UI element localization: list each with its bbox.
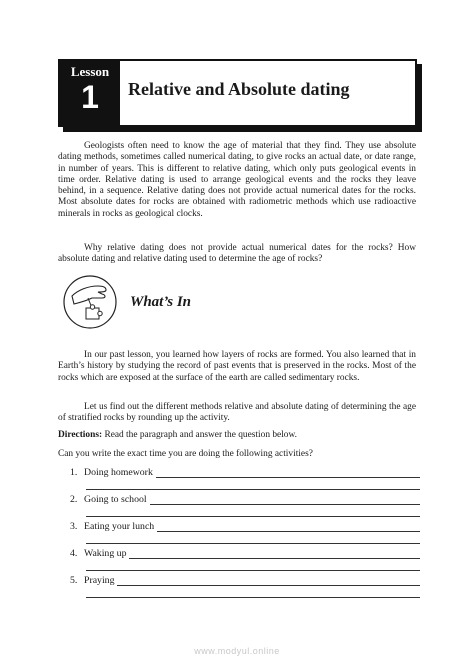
section-title-whats-in: What’s In: [130, 294, 191, 310]
answer-line[interactable]: [86, 532, 420, 544]
whats-in-paragraph: In our past lesson, you learned how layers of rocks are formed. You also learned that in Earth’s history by studying the record of past events that is preserved in the rocks. Most of the rocks which are exposed at the surface of the earth are called sedimentary rocks.: [58, 350, 416, 383]
activity-item: [70, 520, 420, 547]
activity-item: [70, 493, 420, 520]
directions: [58, 430, 416, 441]
activity-item: [70, 547, 420, 574]
activity-label: Eating your lunch: [84, 521, 155, 532]
activity-label: Waking up: [84, 548, 127, 559]
activity-label: Praying: [84, 575, 115, 586]
intro-questions: Why relative dating does not provide actual numerical dates for the rocks? How absolute dating and relative dating used to determine the age of rocks?: [58, 243, 416, 265]
activity-label: Going to school: [84, 494, 147, 505]
activity-label: Doing homework: [84, 467, 153, 478]
activity-item: [70, 466, 420, 493]
watermark: www.modyul.online: [194, 646, 280, 656]
lesson-number: 1: [81, 79, 99, 115]
activity-number: 5.: [70, 575, 78, 586]
answer-line[interactable]: [86, 559, 420, 571]
answer-line[interactable]: [150, 495, 420, 505]
answer-line[interactable]: [86, 505, 420, 517]
lesson-banner: [58, 59, 417, 127]
hand-puzzle-piece-icon: [62, 274, 118, 330]
activity-intro: Let us find out the different methods relative and absolute dating of determining the age of stratified rocks by rounding up the activity.: [58, 402, 416, 424]
lesson-number-box: [60, 61, 120, 125]
intro-paragraph: Geologists often need to know the age of material that they find. They use absolute dating methods, sometimes called numerical dating, to give rocks an actual date, or date range, in number of years. This is different to relative dating, which only puts geological events in time order. Relative dating is used to arrange geological events and the rocks they leave behind, in a sequence. Relative dating does not provide actual numerical dates for the rocks. Most absolute dates for rocks are obtained with radiometric methods which use radioactive minerals in rocks as geological clocks.: [58, 141, 416, 219]
answer-line[interactable]: [86, 586, 420, 598]
activity-number: 1.: [70, 467, 78, 478]
lesson-label: Lesson: [70, 64, 110, 79]
answer-line[interactable]: [156, 468, 420, 478]
answer-line[interactable]: [157, 522, 420, 532]
activity-question: Can you write the exact time you are doing the following activities?: [58, 449, 313, 459]
activity-number: 3.: [70, 521, 78, 532]
activity-number: 2.: [70, 494, 78, 505]
directions-label: Directions:: [58, 430, 103, 440]
activity-list: [70, 466, 420, 601]
lesson-title: Relative and Absolute dating: [128, 79, 350, 99]
directions-text: Read the paragraph and answer the question below.: [102, 430, 297, 440]
answer-line[interactable]: [86, 478, 420, 490]
activity-item: [70, 574, 420, 601]
activity-number: 4.: [70, 548, 78, 559]
answer-line[interactable]: [129, 549, 420, 559]
answer-line[interactable]: [117, 576, 420, 586]
